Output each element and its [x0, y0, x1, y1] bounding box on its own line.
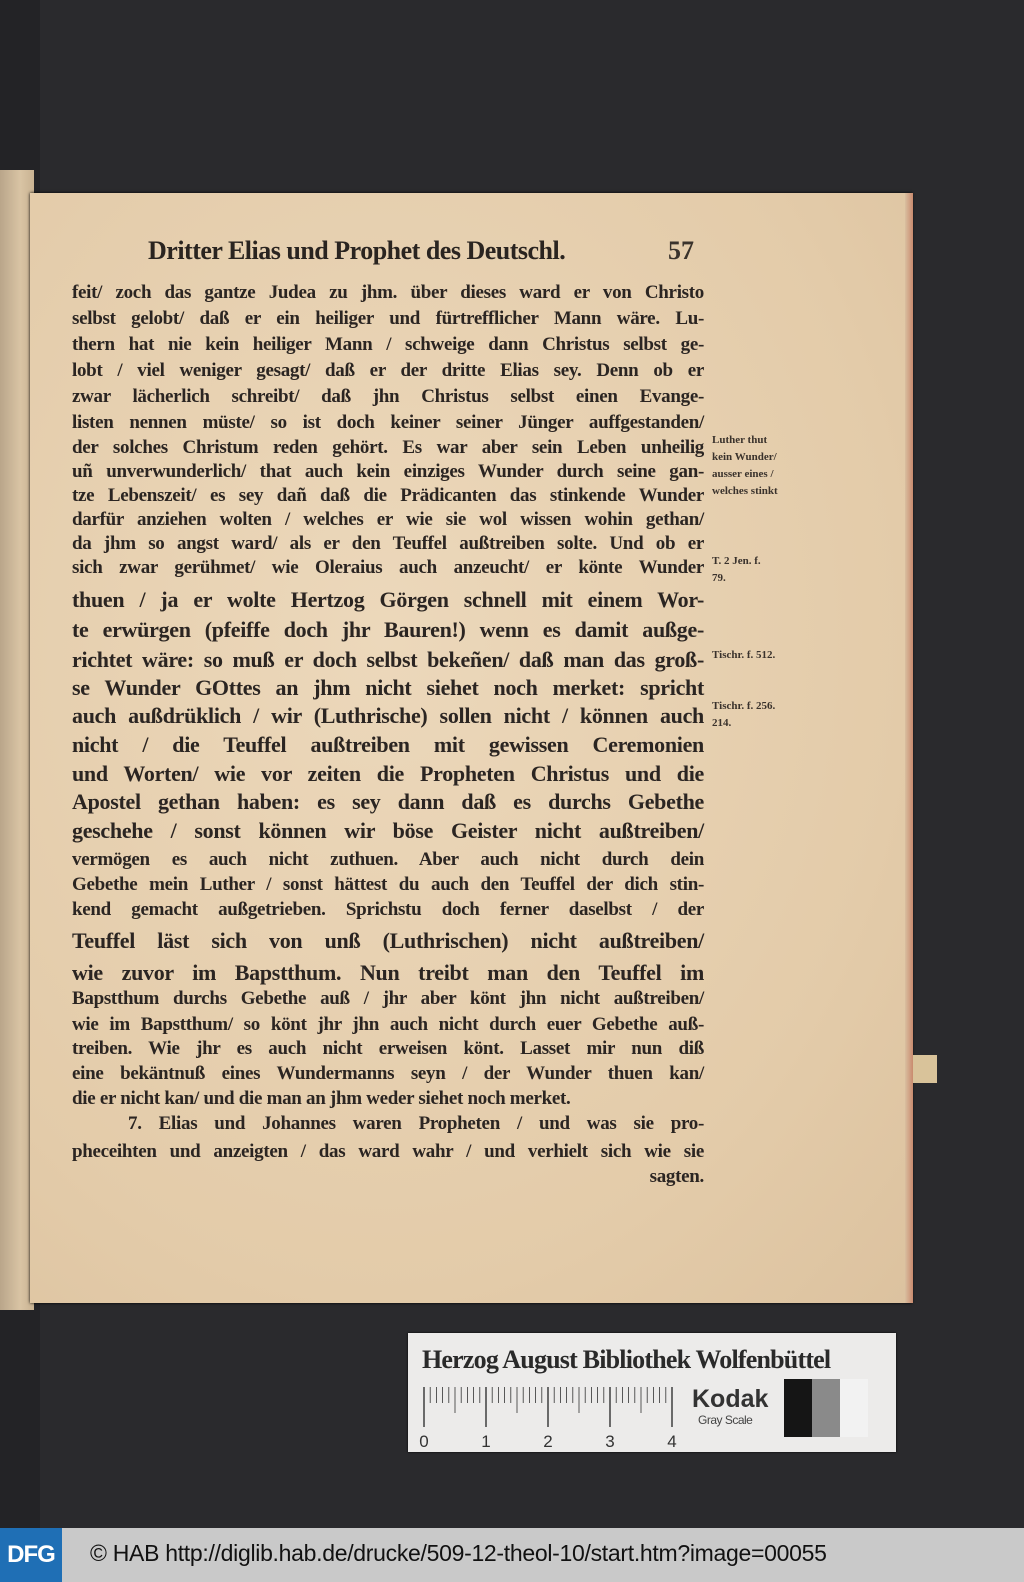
- text-line: die er nicht kan/ und die man an jhm weder siehet noch merket.: [72, 1088, 571, 1109]
- text-line: kend gemacht außgetrieben. Sprichstu doch ferner daselbst / der: [72, 899, 704, 920]
- text-line: zwar lächerlich schreibt/ daß jhn Christus selbst einen Evange-: [72, 386, 704, 407]
- dfg-logo: DFG: [0, 1528, 62, 1582]
- card-title: Herzog August Bibliothek Wolfenbüttel: [422, 1345, 831, 1374]
- margin-note-line: Tischr. f. 512.: [712, 649, 776, 661]
- text-line: eine bekäntnuß eines Wundermanns seyn / der Wunder thuen kan/: [72, 1063, 704, 1084]
- margin-note-line: Luther thut: [712, 434, 768, 446]
- margin-note-line: 79.: [712, 572, 726, 584]
- page-fore-edge: [905, 193, 913, 1303]
- text-line: Apostel gethan haben: es sey dann daß es durchs Gebethe: [72, 789, 704, 814]
- margin-note-line: Tischr. f. 256.: [712, 700, 776, 712]
- text-line: wie im Bapstthum/ so könt jhr jhn auch nicht durch euer Gebethe auß-: [72, 1014, 704, 1035]
- text-line: feit/ zoch das gantze Judea zu jhm. über dieses ward er von Christo: [72, 282, 704, 303]
- margin-note-line: welches stinkt: [712, 485, 778, 497]
- gray-patch: [840, 1379, 868, 1437]
- kodak-logo: Kodak: [692, 1385, 769, 1413]
- margin-note-line: 214.: [712, 717, 732, 729]
- text-line: uñ unverwunderlich/ that auch kein einziges Wunder durch seine gan-: [72, 461, 704, 482]
- text-line: listen nennen müste/ so ist doch keiner seiner Jünger auffgestanden/: [72, 412, 704, 433]
- text-line: lobt / viel weniger gesagt/ daß er der dritte Elias sey. Denn ob er: [72, 360, 704, 381]
- text-line: sich zwar gerühmet/ wie Oleraius auch anzeucht/ er könte Wunder: [72, 557, 704, 578]
- margin-note: [712, 647, 775, 664]
- color-card: [408, 1333, 896, 1452]
- text-line: 7. Elias und Johannes waren Propheten / und was sie pro-: [128, 1113, 704, 1134]
- footer-bar: [0, 1528, 1024, 1582]
- text-line: tze Lebenszeit/ es sey dañ daß die Prädicanten das stinkende Wunder: [72, 485, 704, 506]
- text-line: der solches Christum reden gehört. Es war aber sein Leben unheilig: [72, 437, 704, 458]
- ruler-scale: [419, 1385, 677, 1451]
- text-line: thuen / ja er wolte Hertzog Görgen schnell mit einem Wor-: [72, 587, 704, 612]
- text-line: darfür anziehen wolten / welches er wie sie wol wissen wohin gethan/: [72, 509, 704, 530]
- text-line: richtet wäre: so muß er doch selbst bekeñen/ daß man das groß-: [72, 647, 704, 672]
- page-tab-marker: [913, 1055, 937, 1083]
- text-line: vermögen es auch nicht zuthuen. Aber auch nicht durch dein: [72, 849, 704, 870]
- ruler-label: 3: [605, 1432, 615, 1451]
- margin-note-line: ausser eines /: [712, 468, 774, 480]
- text-line: da jhm so angst ward/ als er den Teuffel außtreiben solte. Und ob er: [72, 533, 704, 554]
- text-line: pheceihten und anzeigten / das ward wahr / und verhielt sich wie sie: [72, 1141, 704, 1162]
- text-line: selbst gelobt/ daß er ein heiliger und fürtrefflicher Mann wäre. Lu-: [72, 308, 704, 329]
- ruler-label: 2: [543, 1432, 553, 1451]
- text-line: nicht / die Teuffel außtreiben mit gewissen Ceremonien: [72, 732, 704, 757]
- text-line: thern hat nie kein heiliger Mann / schweige dann Christus selbst ge-: [72, 334, 704, 355]
- page-number: 57: [668, 236, 694, 265]
- text-line: wie zuvor im Bapstthum. Nun treibt man den Teuffel im: [72, 960, 704, 985]
- text-line: te erwürgen (pfeiffe doch jhr Bauren!) wenn es damit außge-: [72, 617, 704, 642]
- margin-note-line: T. 2 Jen. f.: [712, 555, 761, 567]
- text-line: und Worten/ wie vor zeiten die Propheten Christus und die: [72, 761, 704, 786]
- text-line: treiben. Wie jhr es auch nicht erweisen könt. Lasset mir nun diß: [72, 1038, 704, 1059]
- margin-note: [712, 698, 775, 732]
- margin-note: [712, 432, 778, 500]
- credit-link[interactable]: © HAB http://diglib.hab.de/drucke/509-12-theol-10/start.htm?image=00055: [90, 1540, 827, 1566]
- text-line: geschehe / sonst können wir böse Geister nicht außtreiben/: [72, 818, 704, 843]
- margin-note: [712, 553, 761, 587]
- text-line: Bapstthum durchs Gebethe auß / jhr aber könt jhn nicht außtreiben/: [72, 988, 704, 1009]
- text-line: auch außdrüklich / wir (Luthrische) sollen nicht / können auch: [72, 703, 704, 728]
- text-line: se Wunder GOttes an jhm nicht siehet noch merket: spricht: [72, 675, 704, 700]
- text-line: Gebethe mein Luther / sonst hättest du auch den Teuffel der dich stin-: [72, 874, 704, 895]
- gray-patch: [784, 1379, 812, 1437]
- gray-scale-label: Gray Scale: [698, 1413, 753, 1427]
- ruler-label: 0: [419, 1432, 429, 1451]
- running-head: Dritter Elias und Prophet des Deutschl.: [148, 236, 566, 265]
- text-line: Teuffel läst sich von unß (Luthrischen) nicht außtreiben/: [72, 928, 704, 953]
- margin-note-line: kein Wunder/: [712, 451, 777, 463]
- ruler-label: 4: [667, 1432, 677, 1451]
- gray-patch: [812, 1379, 840, 1437]
- page-stack-edge: [0, 170, 34, 1310]
- ruler-label: 1: [481, 1432, 491, 1451]
- text-line: sagten.: [649, 1166, 704, 1187]
